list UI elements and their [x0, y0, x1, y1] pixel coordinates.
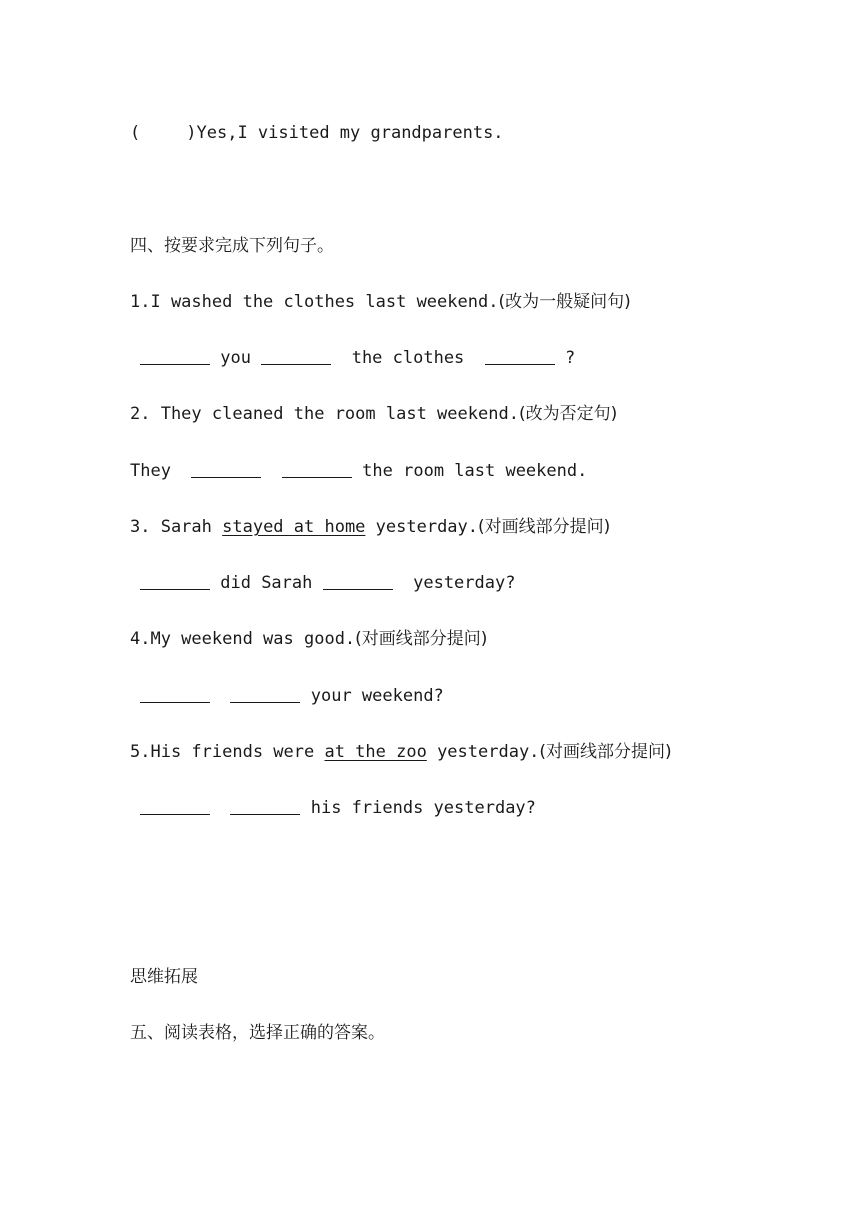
answer-3-end: yesterday? [413, 573, 516, 593]
question-4 [130, 627, 487, 651]
question-4-text: 4.My weekend was good. [130, 629, 356, 649]
question-3-pre: 3. Sarah [130, 517, 223, 537]
answer-2-blank-2[interactable] [282, 461, 352, 478]
answer-5-blank-2[interactable] [230, 798, 300, 815]
question-1-text: 1.I washed the clothes last weekend. [130, 292, 499, 312]
answer-3-row [140, 571, 515, 595]
answer-1-word-2: the clothes [351, 348, 465, 368]
question-1-instruction: (改为一般疑问句) [498, 292, 631, 312]
question-5-post: yesterday. [426, 742, 540, 762]
question-3-post: yesterday. [365, 517, 479, 537]
question-5 [130, 740, 672, 764]
question-4-instruction: (对画线部分提问) [355, 629, 488, 649]
answer-3-word-1: did Sarah [220, 573, 313, 593]
answer-3-blank-1[interactable] [140, 573, 210, 590]
paren-open: ( [130, 123, 141, 143]
question-2 [130, 402, 617, 426]
answer-line [130, 121, 504, 145]
question-3 [130, 515, 610, 539]
section-5-title: 五、阅读表格，选择正确的答案。 [130, 1023, 385, 1043]
question-5-pre: 5.His friends were [130, 742, 325, 762]
answer-1-blank-2[interactable] [261, 348, 331, 365]
answer-1-end: ? [565, 348, 576, 368]
answer-1-blank-3[interactable] [485, 348, 555, 365]
answer-1-row [140, 346, 575, 370]
answer-4-blank-2[interactable] [230, 686, 300, 703]
question-2-instruction: (改为否定句) [518, 404, 618, 424]
question-5-underlined: at the zoo [324, 742, 427, 762]
section-4-title: 四、按要求完成下列句子。 [130, 236, 334, 256]
answer-4-end: your weekend? [310, 686, 444, 706]
question-1 [130, 290, 631, 314]
answer-2-end: the room last weekend. [362, 461, 588, 481]
answer-5-blank-1[interactable] [140, 798, 210, 815]
question-5-instruction: (对画线部分提问) [539, 742, 672, 762]
answer-1-blank-1[interactable] [140, 348, 210, 365]
question-3-instruction: (对画线部分提问) [478, 517, 611, 537]
answer-5-row [140, 796, 536, 820]
question-3-underlined: stayed at home [222, 517, 366, 537]
answer-3-blank-2[interactable] [323, 573, 393, 590]
answer-2-word-1: They [130, 461, 171, 481]
answer-2-row [130, 459, 587, 483]
answer-4-blank-1[interactable] [140, 686, 210, 703]
answer-1-word-1: you [220, 348, 251, 368]
answer-4-row [140, 684, 444, 708]
answer-text: Yes,I visited my grandparents. [196, 123, 504, 143]
answer-2-blank-1[interactable] [191, 461, 261, 478]
paren-close: ) [186, 123, 197, 143]
extension-heading: 思维拓展 [130, 967, 198, 987]
question-2-text: 2. They cleaned the room last weekend. [130, 404, 519, 424]
answer-5-end: his friends yesterday? [310, 798, 536, 818]
